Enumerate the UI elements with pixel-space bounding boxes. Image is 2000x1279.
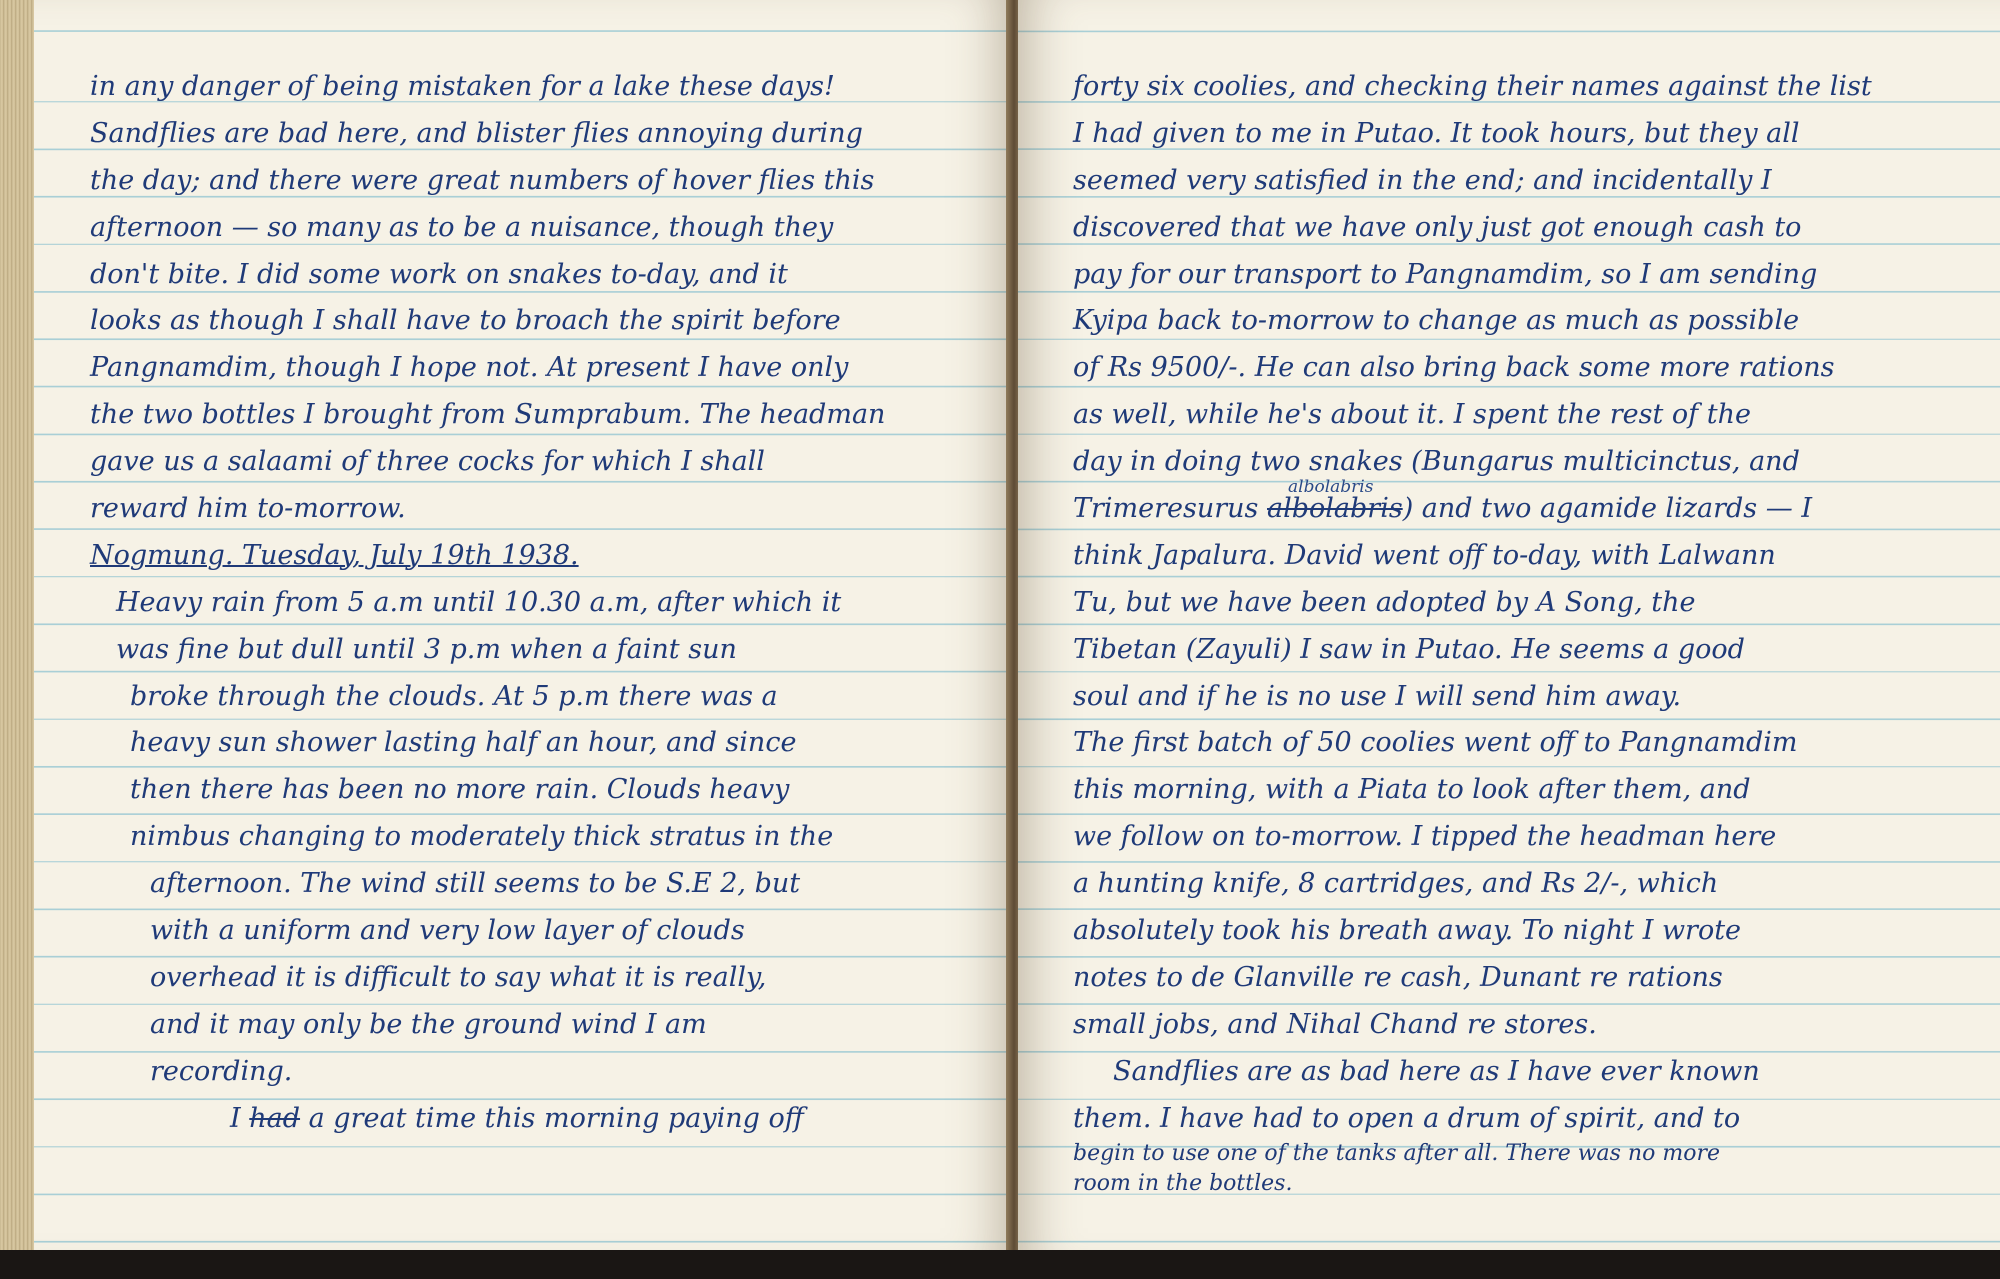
text-line: of Rs 9500/-. He can also bring back some more rations — [1073, 352, 1835, 384]
text-line: the day; and there were great numbers of hover flies this — [90, 164, 875, 196]
text-line: begin to use one of the tanks after all. There was no more — [1073, 1141, 1720, 1167]
line-start: Trimeresurus — [1073, 493, 1267, 525]
page-edge — [0, 0, 34, 1258]
text-line: this morning, with a Piata to look after them, and — [1073, 774, 1751, 806]
text-line: think Japalura. David went off to-day, with Lalwann — [1073, 539, 1776, 571]
text-line: Tibetan (Zayuli) I saw in Putao. He seems a good — [1073, 633, 1745, 665]
text-line: and it may only be the ground wind I am — [150, 1008, 707, 1040]
text-line: The first batch of 50 coolies went off to Pangnamdim — [1073, 727, 1798, 759]
text-line: heavy sun shower lasting half an hour, and since — [130, 727, 797, 759]
text-line: reward him to-morrow. — [90, 493, 406, 525]
struck-word: albolabris — [1267, 493, 1403, 525]
text-line: gave us a salaami of three cocks for which I shall — [90, 446, 765, 478]
text-line: as well, while he's about it. I spent the rest of the — [1073, 399, 1751, 431]
inserted-word: albolabris — [1288, 477, 1374, 498]
text-line: broke through the clouds. At 5 p.m there was a — [130, 680, 778, 712]
text-line: looks as though I shall have to broach the spirit before — [90, 305, 841, 337]
left-page-text — [90, 64, 885, 1142]
text-line: overhead it is difficult to say what it is really, — [150, 961, 767, 993]
text-line — [90, 1096, 885, 1143]
text-line: then there has been no more rain. Clouds heavy — [130, 774, 790, 806]
text-line: Heavy rain from 5 a.m until 10.30 a.m, after which it — [116, 586, 842, 618]
text-line: recording. — [150, 1055, 293, 1087]
left-page — [0, 0, 1010, 1258]
text-line: pay for our transport to Pangnamdim, so I am sending — [1073, 258, 1818, 290]
struck-word: had — [249, 1102, 301, 1134]
text-line: seemed very satisfied in the end; and incidentally I — [1073, 164, 1772, 196]
table-surface — [0, 1250, 2000, 1279]
text-line: day in doing two snakes (Bungarus multicinctus, and — [1073, 446, 1800, 478]
line-prefix: I — [230, 1102, 241, 1134]
text-line: don't bite. I did some work on snakes to-day, and it — [90, 258, 788, 290]
text-line: afternoon. The wind still seems to be S.E 2, but — [150, 868, 801, 900]
text-line: Pangnamdim, though I hope not. At present I have only — [90, 352, 849, 384]
right-page — [1018, 0, 2000, 1258]
text-line: forty six coolies, and checking their names against the list — [1073, 71, 1872, 102]
text-line: I had given to me in Putao. It took hours, but they all — [1073, 117, 1800, 149]
text-line: afternoon — so many as to be a nuisance, though they — [90, 211, 834, 243]
text-line: absolutely took his breath away. To night I wrote — [1073, 915, 1742, 947]
text-line: room in the bottles. — [1073, 1171, 1293, 1197]
text-line: them. I have had to open a drum of spirit, and to — [1073, 1102, 1741, 1134]
text-line: in any danger of being mistaken for a lake these days! — [90, 71, 835, 102]
entry-date-heading: Nogmung. Tuesday, July 19th 1938. — [90, 539, 579, 571]
text-line: Sandflies are as bad here as I have ever known — [1113, 1055, 1760, 1087]
right-page-text — [1073, 64, 1872, 1219]
line-rest: a great time this morning paying off — [300, 1102, 804, 1134]
text-line: a hunting knife, 8 cartridges, and Rs 2/-, which — [1073, 868, 1719, 900]
text-line: with a uniform and very low layer of clouds — [150, 915, 745, 947]
text-line: was fine but dull until 3 p.m when a faint sun — [116, 633, 737, 665]
text-line: Tu, but we have been adopted by A Song, the — [1073, 586, 1696, 618]
text-line: the two bottles I brought from Sumprabum. The headman — [90, 399, 886, 431]
text-line: nimbus changing to moderately thick stratus in the — [130, 821, 834, 853]
text-line: discovered that we have only just got enough cash to — [1073, 211, 1802, 243]
text-line: Kyipa back to-morrow to change as much as possible — [1073, 305, 1800, 337]
text-line: notes to de Glanville re cash, Dunant re rations — [1073, 961, 1723, 993]
text-line: we follow on to-morrow. I tipped the headman here — [1073, 821, 1777, 853]
line-end: ) and two agamide lizards — I — [1402, 493, 1812, 525]
text-line: soul and if he is no use I will send him away. — [1073, 680, 1682, 712]
text-line: Sandflies are bad here, and blister flies annoying during — [90, 117, 863, 149]
text-line — [1073, 477, 1872, 533]
text-line: small jobs, and Nihal Chand re stores. — [1073, 1008, 1597, 1040]
